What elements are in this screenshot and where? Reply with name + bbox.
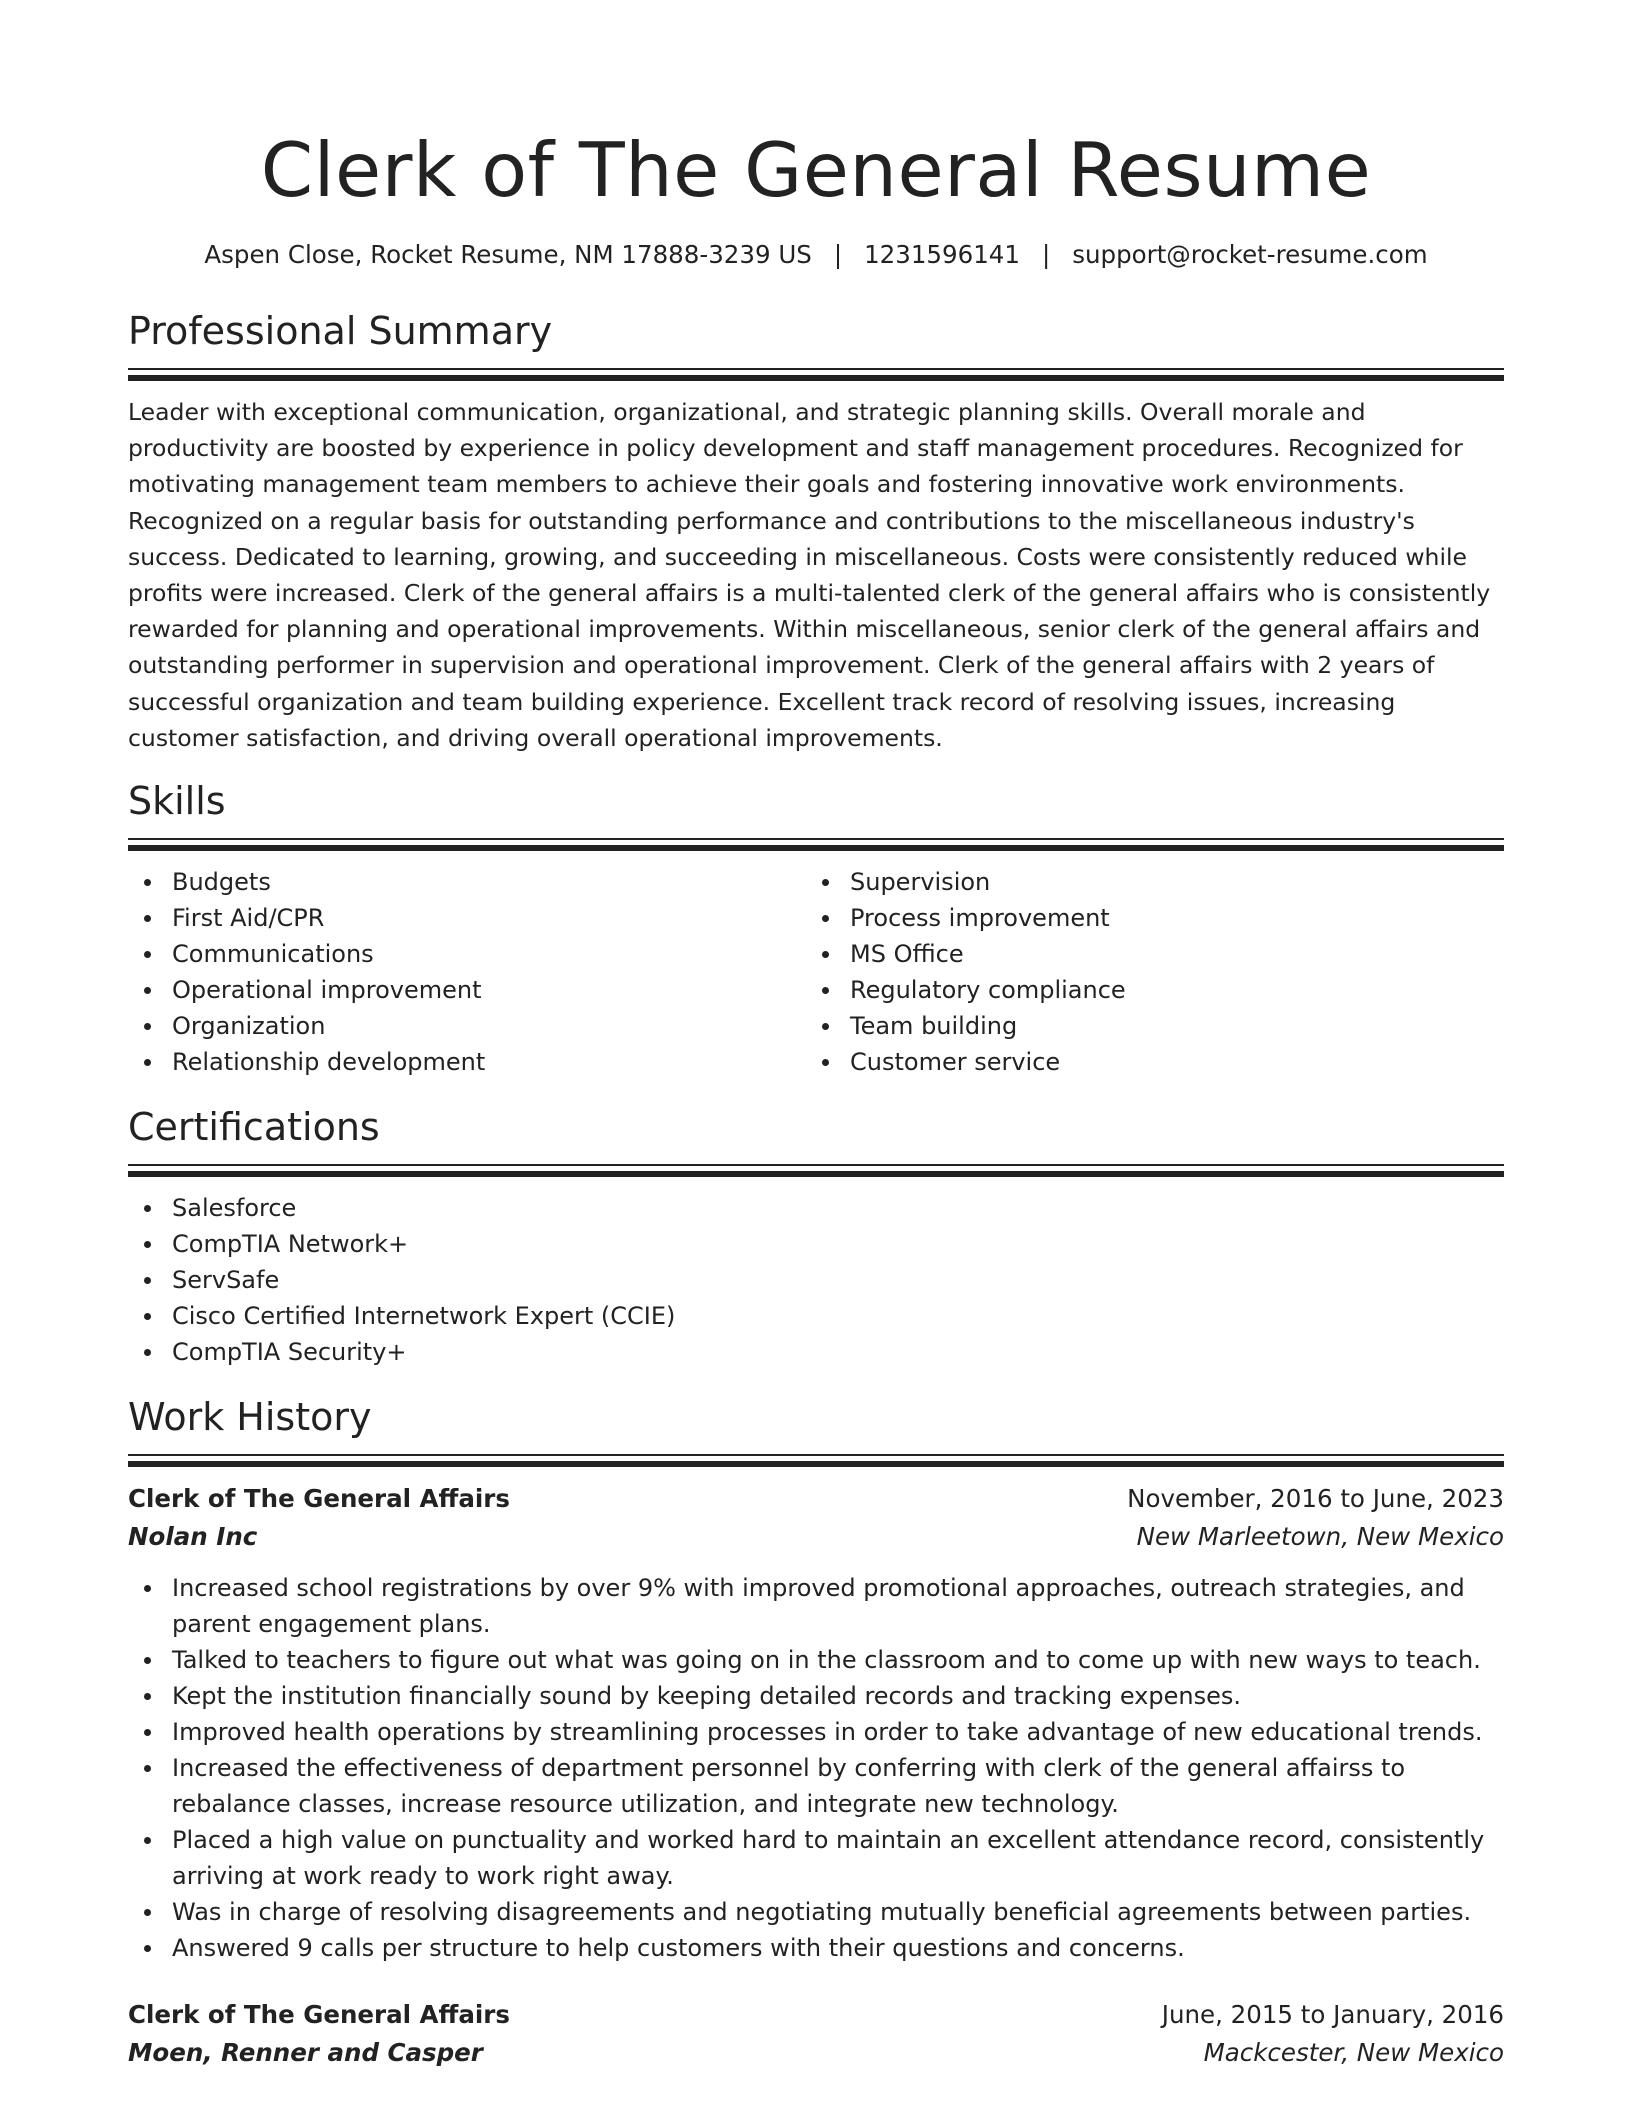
skills-column-right	[806, 864, 1484, 1080]
job-header-row	[128, 1480, 1504, 1518]
skill-item: Organization	[172, 1008, 806, 1044]
skill-item: Team building	[850, 1008, 1484, 1044]
certifications-section	[128, 1102, 1504, 1370]
contact-email[interactable]: support@rocket-resume.com	[1072, 240, 1428, 269]
job-company: Moen, Renner and Casper	[128, 2037, 483, 2067]
contact-phone: 1231596141	[864, 240, 1020, 269]
skill-item: Communications	[172, 936, 806, 972]
job-company: Nolan Inc	[128, 1521, 258, 1551]
job-title: Clerk of The General Affairs	[128, 1999, 510, 2029]
skills-section	[128, 776, 1504, 1080]
skill-item: Supervision	[850, 864, 1484, 900]
skill-item: Relationship development	[172, 1044, 806, 1080]
job-entry	[128, 1996, 1504, 2072]
job-entry	[128, 1480, 1504, 1966]
skills-grid	[128, 864, 1504, 1080]
skill-item: First Aid/CPR	[172, 900, 806, 936]
skill-item: Budgets	[172, 864, 806, 900]
section-divider	[128, 368, 1504, 382]
contact-separator: |	[1041, 240, 1051, 269]
job-bullet: Was in charge of resolving disagreements and negotiating mutually beneficial agreements between parties.	[172, 1894, 1504, 1930]
job-bullet: Talked to teachers to figure out what was going on in the classroom and to come up with new ways to teach.	[172, 1642, 1504, 1678]
job-bullet: Answered 9 calls per structure to help customers with their questions and concerns.	[172, 1930, 1504, 1966]
job-dates: June, 2015 to January, 2016	[1161, 1999, 1504, 2029]
resume-title: Clerk of The General Resume	[260, 126, 1372, 214]
section-title-skills: Skills	[128, 778, 226, 823]
job-bullet: Increased school registrations by over 9% with improved promotional approaches, outreach strategies, and parent engagement plans.	[172, 1570, 1504, 1642]
section-title-certifications: Certifications	[128, 1104, 380, 1149]
section-divider	[128, 838, 1504, 852]
job-bullet: Improved health operations by streamlining processes in order to take advantage of new educational trends.	[172, 1714, 1504, 1750]
contact-separator: |	[833, 240, 843, 269]
certification-item: Cisco Certified Internetwork Expert (CCIE)	[172, 1298, 1504, 1334]
job-company-row	[128, 2034, 1504, 2072]
certification-item: ServSafe	[172, 1262, 1504, 1298]
contact-address: Aspen Close, Rocket Resume, NM 17888-3239 US	[204, 240, 812, 269]
section-divider	[128, 1454, 1504, 1468]
contact-line	[128, 238, 1504, 272]
certification-item: Salesforce	[172, 1190, 1504, 1226]
certification-item: CompTIA Security+	[172, 1334, 1504, 1370]
section-divider	[128, 1164, 1504, 1178]
skill-item: MS Office	[850, 936, 1484, 972]
summary-text: Leader with exceptional communication, organizational, and strategic planning skills. Overall morale and productivity are boosted by experience in policy development and staff management procedures. Recognized for motivating management team members to achieve their goals and fostering innovative work environments. Recognized on a regular basis for outstanding performance and contributions to the miscellaneous industry's success. Dedicated to learning, growing, and succeeding in miscellaneous. Costs were consistently reduced while profits were increased. Clerk of the general affairs is a multi-talented clerk of the general affairs who is consistently rewarded for planning and operational improvements. Within miscellaneous, senior clerk of the general affairs and outstanding performer in supervision and operational improvement. Clerk of the general affairs with 2 years of successful organization and team building experience. Excellent track record of resolving issues, increasing customer satisfaction, and driving overall operational improvements.	[128, 398, 1491, 752]
section-title-summary: Professional Summary	[128, 309, 553, 353]
skill-item: Operational improvement	[172, 972, 806, 1008]
job-dates: November, 2016 to June, 2023	[1127, 1483, 1504, 1513]
certification-item: CompTIA Network+	[172, 1226, 1504, 1262]
skill-item: Regulatory compliance	[850, 972, 1484, 1008]
job-company-row	[128, 1518, 1504, 1556]
section-title-work-history: Work History	[128, 1394, 372, 1439]
job-title: Clerk of The General Affairs	[128, 1483, 510, 1513]
skill-item: Customer service	[850, 1044, 1484, 1080]
skill-item: Process improvement	[850, 900, 1484, 936]
resume-page	[128, 0, 1504, 2072]
job-bullet: Increased the effectiveness of department personnel by conferring with clerk of the general affairss to rebalance classes, increase resource utilization, and integrate new technology.	[172, 1750, 1504, 1822]
skills-column-left	[128, 864, 806, 1080]
work-history-section	[128, 1392, 1504, 2072]
job-bullet: Kept the institution financially sound by keeping detailed records and tracking expenses.	[172, 1678, 1504, 1714]
job-bullet: Placed a high value on punctuality and worked hard to maintain an excellent attendance record, consistently arriving at work ready to work right away.	[172, 1822, 1504, 1894]
job-location: New Marleetown, New Mexico	[1136, 1521, 1504, 1551]
job-header-row	[128, 1996, 1504, 2034]
job-location: Mackcester, New Mexico	[1203, 2037, 1504, 2067]
summary-section	[128, 306, 1504, 756]
